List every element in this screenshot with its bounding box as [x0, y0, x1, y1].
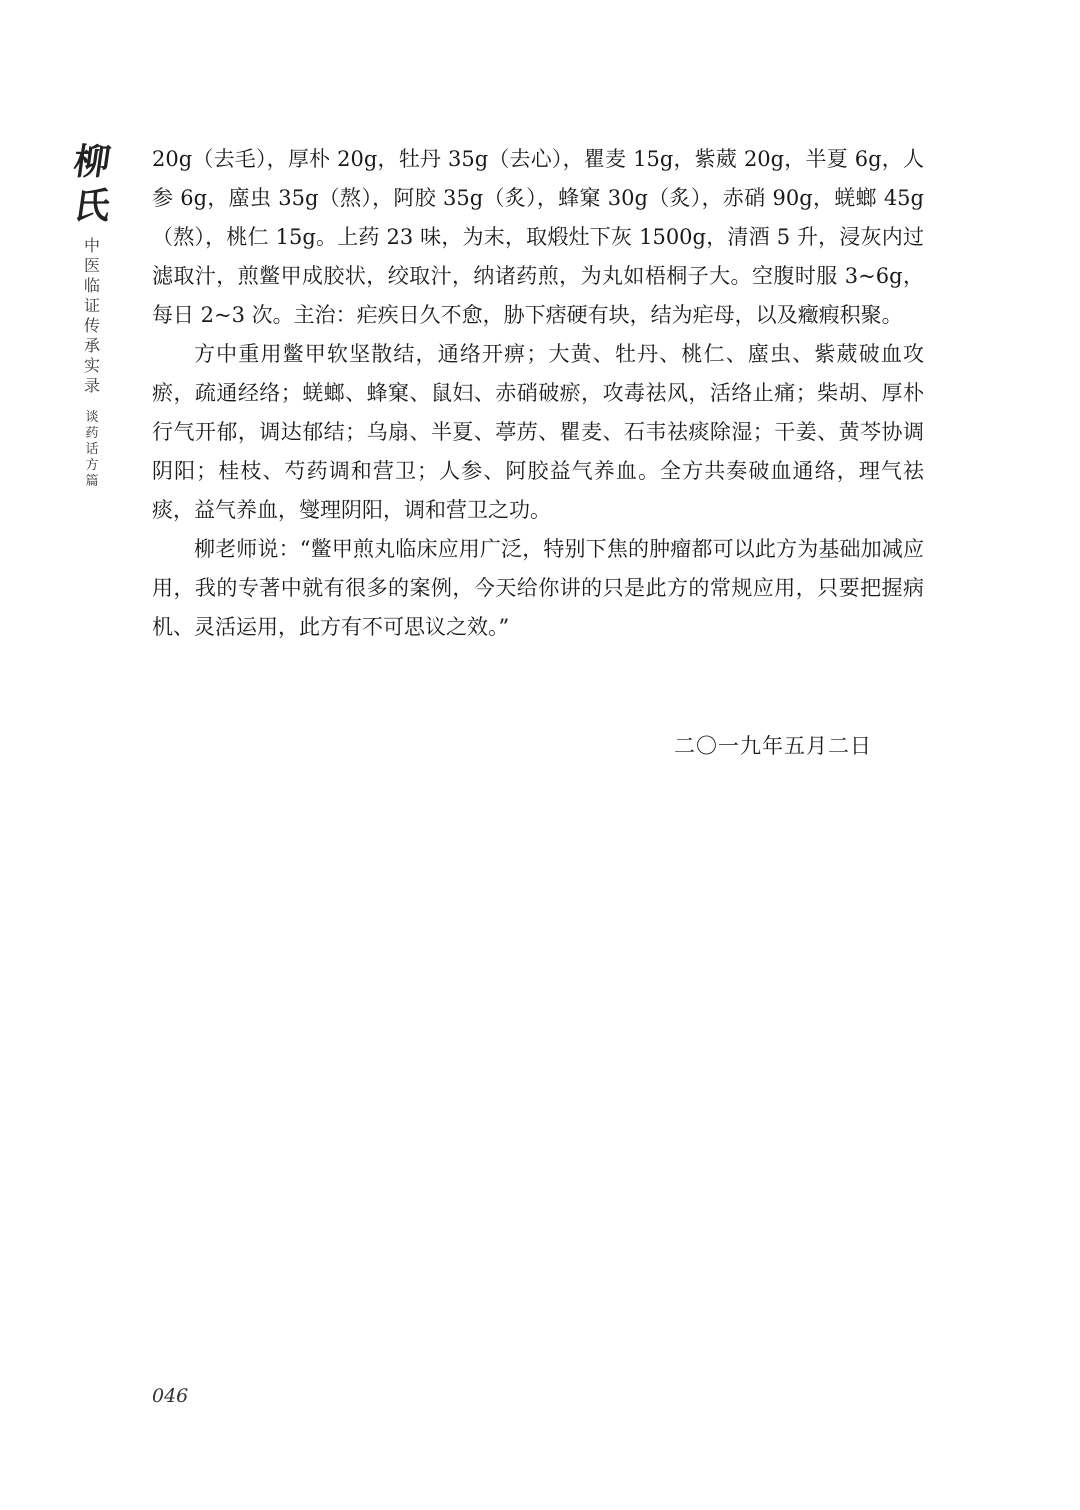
series-char: 中: [83, 236, 100, 255]
book-brand: [72, 140, 112, 228]
body-paragraph: 20g（去毛），厚朴 20g，牡丹 35g（去心），瞿麦 15g，紫葳 20g，半夏 6g，人参 6g，䗪虫 35g（熬），阿胶 35g（炙），蜂窠 30g（炙），赤硝 90g，蜣螂 45g（熬），桃仁 15g。上药 23 味，为末，取煅灶下灰 1500g，清酒 5 升，浸灰内过滤取汁，煎鳖甲成胶状，绞取汁，纳诸药煎，为丸如梧桐子大。空腹时服 3~6g，每日 2~3 次。主治：疟疾日久不愈，胁下痞硬有块，结为疟母，以及癥瘕积聚。: [152, 147, 924, 327]
series-char: 传: [83, 316, 100, 335]
series-char: 医: [83, 256, 100, 275]
section-char: 话: [85, 442, 99, 457]
page-body: [152, 140, 924, 647]
book-series-title: [72, 236, 112, 490]
series-char: 证: [83, 296, 100, 315]
series-char: 临: [83, 276, 100, 295]
section-char: 篇: [85, 474, 99, 489]
series-char: 录: [83, 376, 100, 395]
series-char: 承: [83, 336, 100, 355]
brand-char: 氏: [71, 185, 113, 227]
body-paragraph: 柳老师说：“鳖甲煎丸临床应用广泛，特别下焦的肿瘤都可以此方为基础加减应用，我的专著中就有很多的案例，今天给你讲的只是此方的常规应用，只要把握病机、灵活运用，此方有不可思议之效。”: [152, 537, 924, 639]
section-char: 药: [85, 426, 99, 441]
page-number: 046: [152, 1385, 189, 1407]
series-char: 实: [83, 356, 100, 375]
body-paragraph: 方中重用鳖甲软坚散结，通络开痹；大黄、牡丹、桃仁、䗪虫、紫葳破血攻瘀，疏通经络；蜣螂、蜂窠、鼠妇、赤硝破瘀，攻毒祛风，活络止痛；柴胡、厚朴行气开郁，调达郁结；乌扇、半夏、葶苈、瞿麦、石韦祛痰除湿；干姜、黄芩协调阴阳；桂枝、芍药调和营卫；人参、阿胶益气养血。全方共奏破血通络，理气祛痰，益气养血，燮理阴阳，调和营卫之功。: [152, 342, 924, 522]
entry-date: 二〇一九年五月二日: [674, 734, 872, 758]
brand-char: 柳: [71, 141, 113, 183]
section-char: 谈: [85, 410, 99, 425]
section-char: 方: [85, 458, 99, 473]
book-side-title: [72, 140, 112, 490]
